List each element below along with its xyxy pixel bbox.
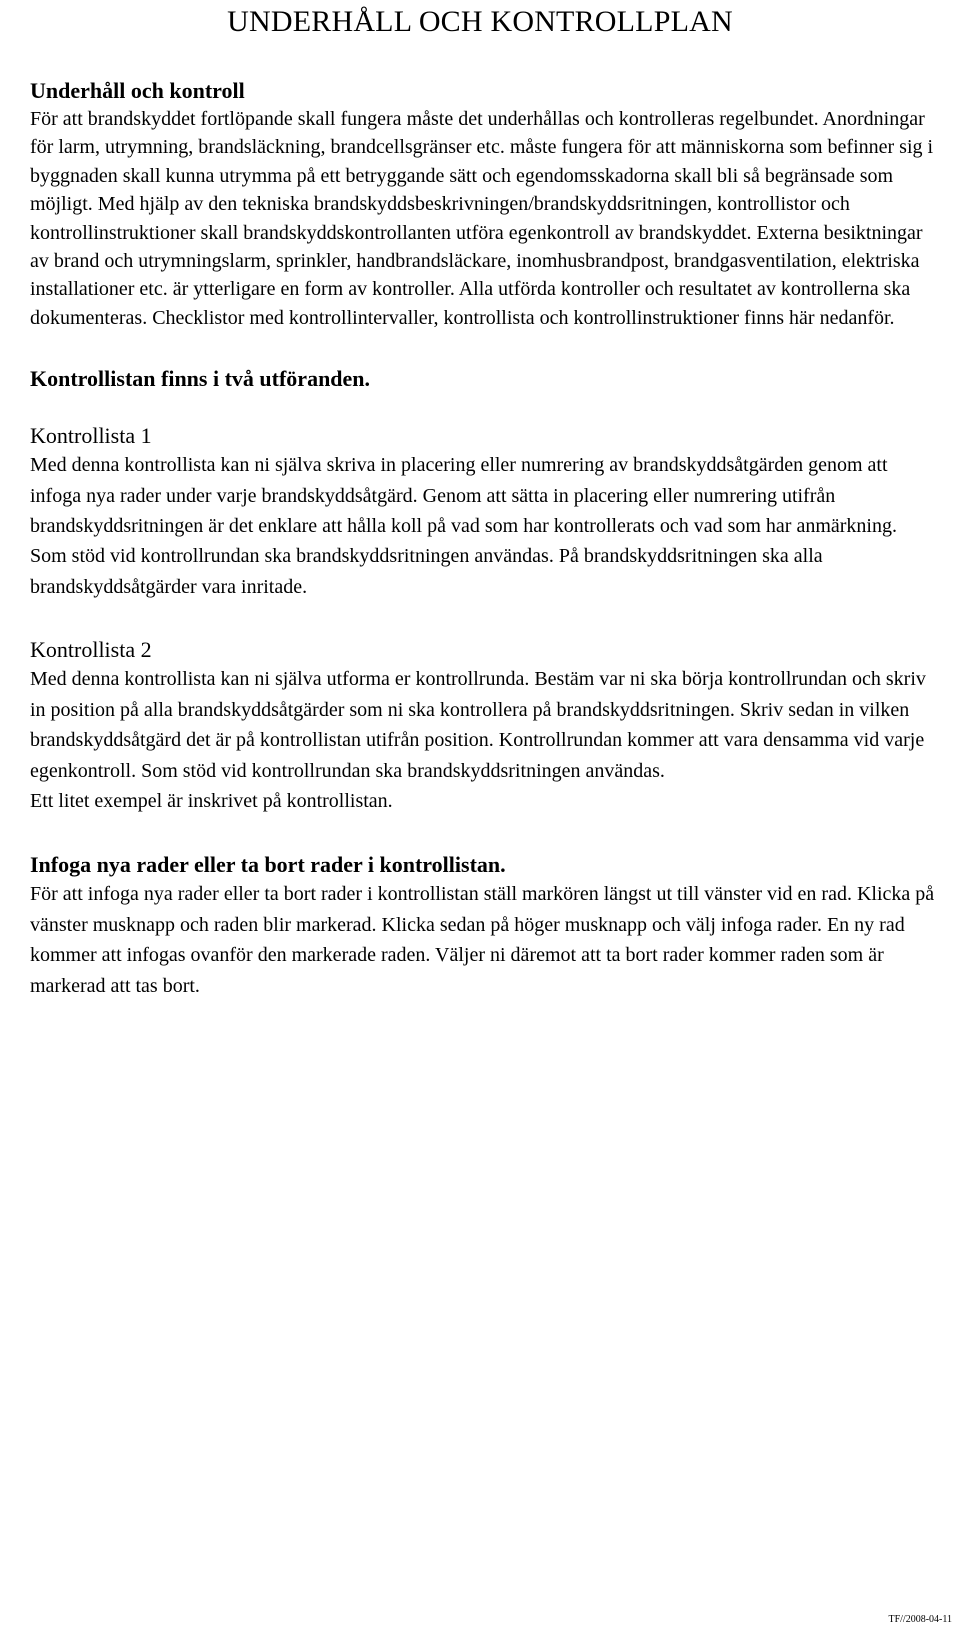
section-paragraph: För att brandskyddet fortlöpande skall fungera måste det underhållas och kontrolleras regelbundet. Anordningar för larm, utrymning, brandsläckning, brandcellsgränser etc. måste fungera för att människorna som befinner sig i byggnaden skall kunna utrymma på ett betryggande sätt och egendomsskadorna skall bli så begränsade som möjligt. Med hjälp av den tekniska brandskyddsbeskrivningen/brandskyddsritningen, kontrollistor och kontrollinstruktioner skall brandskyddskontrollanten utföra egenkontroll av brandskyddet. Externa besiktningar av brand och utrymningslarm, sprinkler, handbrandsläckare, inomhusbrandpost, brandgasventilation, elektriska installationer etc. är ytterligare en form av kontroller. Alla utförda kontroller och resultatet av kontrollerna ska dokumenteras. Checklistor med kontrollintervaller, kontrollista och kontrollinstruktioner finns här nedanför. xyxy=(30,108,934,329)
section-heading: Kontrollista 2 xyxy=(30,637,152,663)
section-kontrollista-2 xyxy=(30,635,935,816)
section-paragraph-extra: Ett litet exempel är inskrivet på kontrollistan. xyxy=(30,789,393,812)
section-paragraph: Med denna kontrollista kan ni själva utforma er kontrollrunda. Bestäm var ni ska börja kontrollrundan och skriv in position på alla brandskyddsåtgärder som ni ska kontrollera på brandskyddsritningen. Skriv sedan in vilken brandskyddsåtgärd det är på kontrollistan utifrån position. Kontrollrundan kommer att vara densamma vid varje egenkontroll. Som stöd vid kontrollrundan ska brandskyddsritningen användas. xyxy=(30,668,926,782)
document-body xyxy=(30,76,935,1001)
section-heading: Infoga nya rader eller ta bort rader i kontrollistan. xyxy=(30,852,506,878)
section-heading: Kontrollistan finns i två utföranden. xyxy=(30,366,371,392)
page-title: UNDERHÅLL OCH KONTROLLPLAN xyxy=(227,5,733,38)
section-two-versions xyxy=(30,364,935,393)
section-infoga-rader xyxy=(30,850,935,1001)
section-heading: Kontrollista 1 xyxy=(30,423,152,449)
section-heading: Underhåll och kontroll xyxy=(30,78,245,103)
section-kontrollista-1 xyxy=(30,421,935,602)
footer-document-code: TF//2008-04-11 xyxy=(888,1614,952,1625)
section-paragraph: För att infoga nya rader eller ta bort rader i kontrollistan ställ markören längst ut till vänster vid en rad. Klicka på vänster musknapp och raden blir markerad. Klicka sedan på höger musknapp och välj infoga rader. En ny rad kommer att infogas ovanför den markerade raden. Väljer ni däremot att ta bort rader kommer raden som är markerad att tas bort. xyxy=(30,883,935,997)
section-underhall-och-kontroll xyxy=(30,76,935,332)
section-paragraph: Med denna kontrollista kan ni själva skriva in placering eller numrering av brandskyddsåtgärden genom att infoga nya rader under varje brandskyddsåtgärd. Genom att sätta in placering eller numrering utifrån brandskyddsritningen är det enklare att hålla koll på vad som har kontrollerats och vad som har anmärkning. Som stöd vid kontrollrundan ska brandskyddsritningen användas. På brandskyddsritningen ska alla brandskyddsåtgärder vara inritade. xyxy=(30,454,897,598)
